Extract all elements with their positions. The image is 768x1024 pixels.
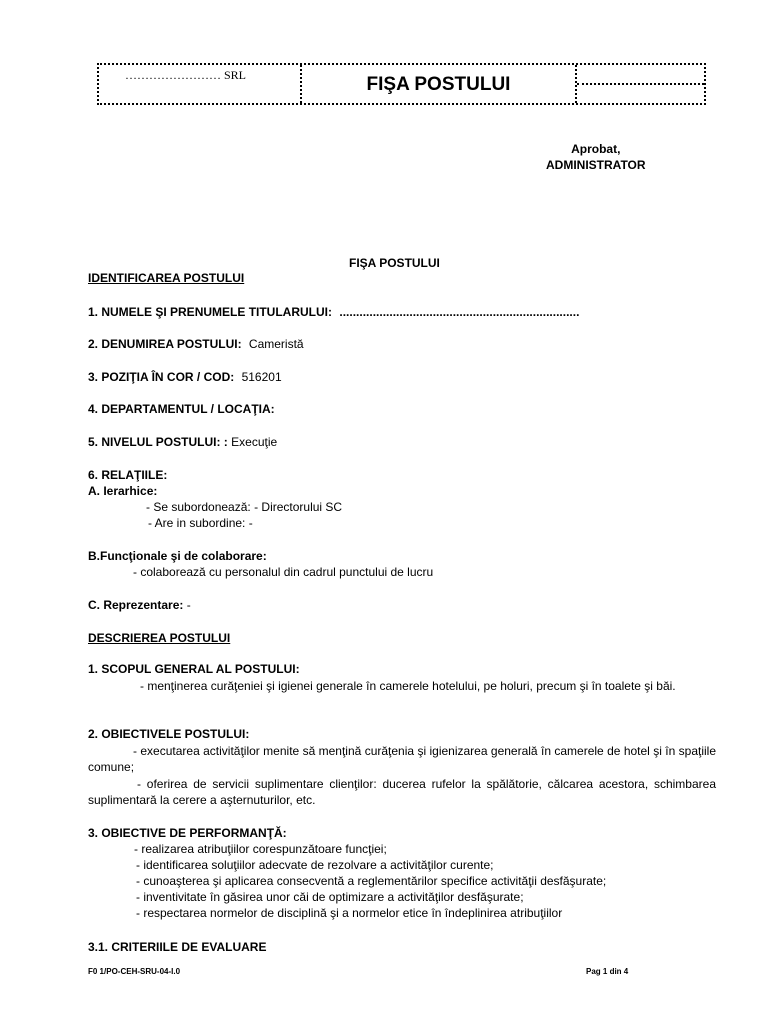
- relatii-subordonare: - Se subordonează: - Directorului SC: [146, 500, 343, 514]
- document-title: FIŞA POSTULUI: [349, 256, 440, 270]
- performanta-item-5: - respectarea normelor de disciplină şi a normelor etice în îndeplinirea atribuţiilor: [136, 906, 563, 920]
- relatii-functionale-label: B.Funcţionale şi de colaborare:: [88, 549, 267, 563]
- item-titular: [88, 305, 579, 320]
- header-title: FIŞA POSTULUI: [302, 65, 577, 103]
- item-nivel-value: Execuţie: [231, 435, 278, 449]
- relatii-functionale-text: - colaborează cu personalul din cadrul punctului de lucru: [133, 565, 434, 579]
- obiective-label: 2. OBIECTIVELE POSTULUI:: [88, 727, 250, 741]
- performanta-item-4: - inventivitate în găsirea unor căi de optimizare a activităţilor desfăşurate;: [136, 890, 524, 904]
- item-denumire-value: Cameristă: [248, 337, 304, 351]
- scop-text: - menţinerea curăţeniei şi igienei generale în camerele hotelului, pe holuri, precum şi în toalete şi băi.: [140, 679, 676, 693]
- approval-block: [546, 141, 646, 173]
- approval-line2: ADMINISTRATOR: [546, 158, 646, 172]
- scop-label: 1. SCOPUL GENERAL AL POSTULUI:: [88, 662, 300, 676]
- item-nivel-label: 5. NIVELUL POSTULUI: :: [88, 435, 228, 449]
- performanta-item-2: - identificarea soluţiilor adecvate de rezolvare a activităţilor curente;: [136, 858, 494, 872]
- relatii-reprezentare: [88, 598, 191, 613]
- obiective-p1: - executarea activităţilor menite să menţină curăţenia şi igienizarea generală în camerele de hotel şi în spaţiile comune;: [88, 744, 716, 774]
- item-titular-value: ........................................................................: [339, 305, 580, 319]
- footer-code: F0 1/PO-CEH-SRU-04-I.0: [88, 967, 181, 976]
- criterii-label: 3.1. CRITERIILE DE EVALUARE: [88, 940, 267, 954]
- item-denumire-label: 2. DENUMIREA POSTULUI:: [88, 337, 242, 351]
- item-cor-label: 3. POZIŢIA ÎN COR / COD:: [88, 370, 235, 384]
- item-relatii: 6. RELAŢIILE:: [88, 468, 168, 482]
- item-departament: 4. DEPARTAMENTUL / LOCAŢIA:: [88, 402, 275, 416]
- obiective-p2: - oferirea de servicii suplimentare clienţilor: ducerea rufelor la spălătorie, călcarea acestora, schimbarea suplimentară la cerere a aşternuturilor, etc.: [88, 777, 716, 807]
- company-name: …………………… SRL: [99, 65, 302, 103]
- footer-page: Pag 1 din 4: [586, 967, 629, 976]
- header-cell-top: [577, 65, 704, 85]
- performanta-label: 3. OBIECTIVE DE PERFORMANŢĂ:: [88, 826, 287, 840]
- item-titular-label: 1. NUMELE ŞI PRENUMELE TITULARULUI:: [88, 305, 333, 319]
- item-cor-value: 516201: [241, 370, 282, 384]
- reprezentare-label: C. Reprezentare:: [88, 598, 184, 612]
- relatii-ierarhice-label: A. Ierarhice:: [88, 484, 158, 498]
- relatii-in-subordine: - Are in subordine: -: [148, 516, 253, 530]
- item-nivel: [88, 435, 277, 450]
- header-right-cells: [577, 65, 704, 103]
- reprezentare-value: -: [186, 598, 191, 612]
- performanta-item-1: - realizarea atribuţiilor corespunzătoare funcţiei;: [134, 842, 387, 856]
- item-cor: [88, 370, 282, 385]
- performanta-item-3: - cunoaşterea şi aplicarea consecventă a reglementărilor specifice activităţii desfăşurate;: [136, 874, 607, 888]
- approval-line1: Aprobat,: [571, 142, 621, 156]
- header-table: [97, 63, 706, 105]
- item-denumire: [88, 337, 304, 352]
- header-cell-bottom: [577, 85, 704, 103]
- section-identificare: IDENTIFICAREA POSTULUI: [88, 271, 245, 285]
- section-descriere: DESCRIEREA POSTULUI: [88, 631, 231, 645]
